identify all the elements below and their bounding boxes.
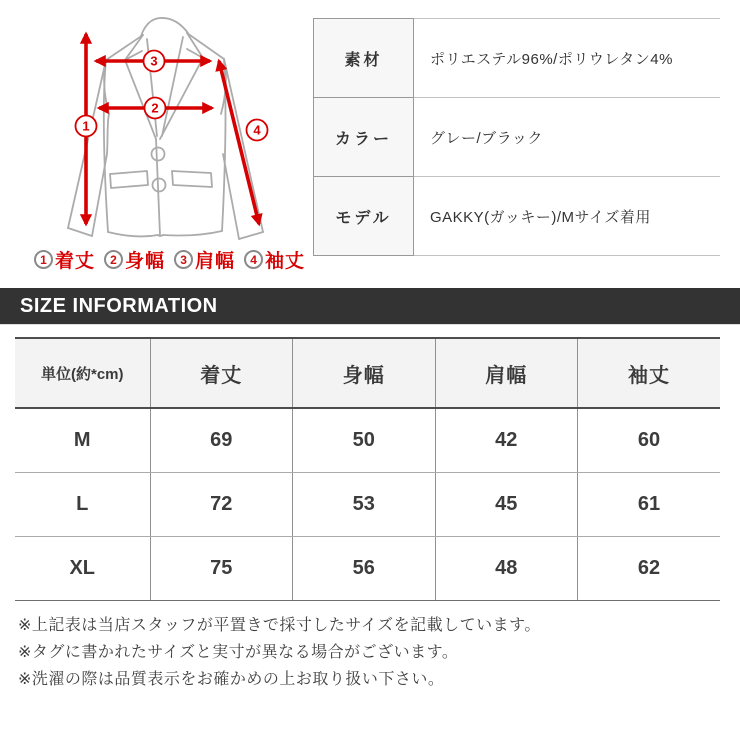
legend-num-2: 2 — [104, 250, 123, 269]
legend-item-sleeve — [244, 246, 305, 273]
legend-num-3: 3 — [174, 250, 193, 269]
size-m-chest: 50 — [293, 408, 436, 472]
legend-label-length: 着丈 — [55, 251, 96, 272]
size-header-length: 着丈 — [150, 338, 293, 408]
note-line: ※タグに書かれたサイズと実寸が異なる場合がございます。 — [18, 644, 459, 661]
size-l-chest: 53 — [293, 472, 436, 536]
svg-text:4: 4 — [253, 122, 261, 138]
legend-label-shoulder: 肩幅 — [195, 251, 236, 272]
size-header-sleeve: 袖丈 — [578, 338, 721, 408]
marker-2 — [145, 98, 166, 119]
size-xl-sleeve: 62 — [578, 536, 721, 600]
product-spec-table — [313, 18, 720, 256]
size-header-unit: 単位(約*cm) — [15, 338, 150, 408]
measurement-legend — [34, 246, 305, 273]
marker-3 — [144, 51, 165, 72]
note-line: ※洗濯の際は品質表示をお確かめの上お取り扱い下さい。 — [18, 671, 445, 688]
spec-value-color: グレー/ブラック — [414, 98, 721, 177]
spec-label-color: カラー — [314, 98, 414, 177]
svg-text:2: 2 — [151, 100, 159, 116]
size-name-l: L — [15, 472, 150, 536]
measurement-notes — [18, 612, 541, 693]
legend-item-shoulder — [174, 246, 235, 273]
size-row-xl — [15, 536, 720, 600]
size-information-title: SIZE INFORMATION — [20, 294, 218, 317]
size-header-chest: 身幅 — [293, 338, 436, 408]
legend-num-4: 4 — [244, 250, 263, 269]
spec-value-model: GAKKY(ガッキー)/Mサイズ着用 — [414, 177, 721, 256]
size-row-m — [15, 408, 720, 472]
size-name-xl: XL — [15, 536, 150, 600]
spec-row-color — [314, 98, 721, 177]
size-l-shoulder: 45 — [435, 472, 578, 536]
legend-item-chest — [104, 246, 165, 273]
size-table-header-row — [15, 338, 720, 408]
spec-row-material — [314, 19, 721, 98]
size-l-sleeve: 61 — [578, 472, 721, 536]
size-m-length: 69 — [150, 408, 293, 472]
legend-label-chest: 身幅 — [125, 251, 166, 272]
svg-text:1: 1 — [82, 118, 90, 134]
size-m-sleeve: 60 — [578, 408, 721, 472]
size-information-header — [0, 288, 740, 325]
spec-label-model: モデル — [314, 177, 414, 256]
size-m-shoulder: 42 — [435, 408, 578, 472]
size-chart-table — [15, 337, 720, 601]
size-name-m: M — [15, 408, 150, 472]
note-line: ※上記表は当店スタッフが平置きで採寸したサイズを記載しています。 — [18, 617, 541, 634]
size-xl-length: 75 — [150, 536, 293, 600]
size-row-l — [15, 472, 720, 536]
size-header-shoulder: 肩幅 — [435, 338, 578, 408]
legend-label-sleeve: 袖丈 — [265, 251, 306, 272]
marker-4 — [247, 120, 268, 141]
spec-value-material: ポリエステル96%/ポリウレタン4% — [414, 19, 721, 98]
spec-label-material: 素材 — [314, 19, 414, 98]
size-xl-chest: 56 — [293, 536, 436, 600]
marker-1 — [76, 116, 97, 137]
legend-num-1: 1 — [34, 250, 53, 269]
size-xl-shoulder: 48 — [435, 536, 578, 600]
legend-item-length — [34, 246, 95, 273]
jacket-measurement-diagram — [10, 6, 310, 246]
measurement-arrows — [86, 34, 259, 224]
size-l-length: 72 — [150, 472, 293, 536]
svg-text:3: 3 — [150, 53, 158, 69]
spec-row-model — [314, 177, 721, 256]
